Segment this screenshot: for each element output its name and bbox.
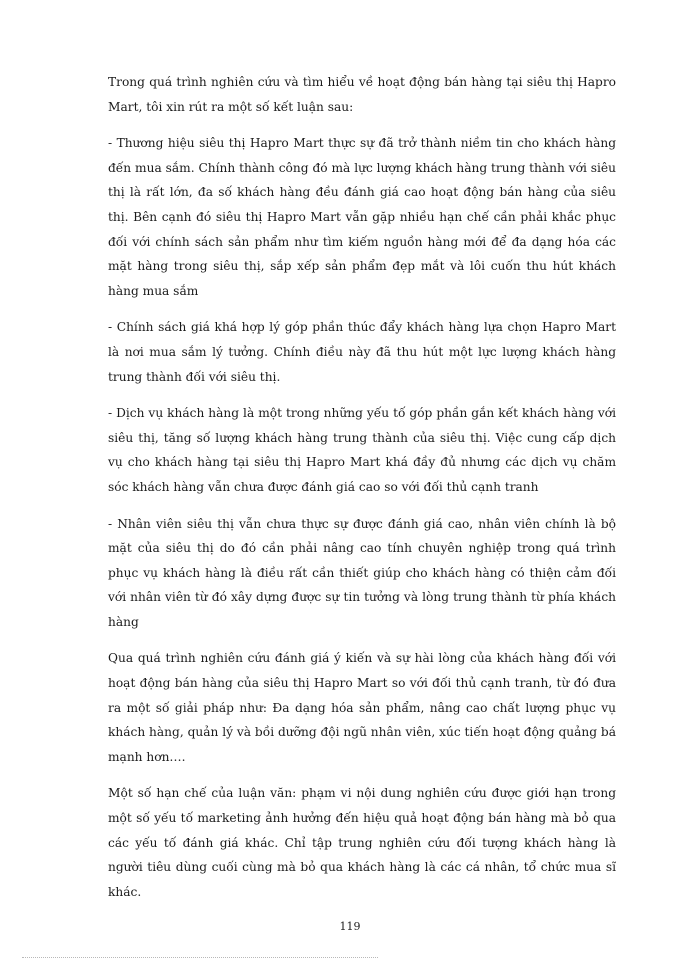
- page-bottom-divider: [22, 957, 378, 958]
- intro-paragraph: Trong quá trình nghiên cứu và tìm hiểu về hoạt động bán hàng tại siêu thị Hapro Mart, tôi xin rút ra một số kết luận sau:: [108, 75, 616, 114]
- page-number: 119: [339, 920, 361, 933]
- body-text: [108, 70, 616, 916]
- conclusion-price-paragraph: - Chính sách giá khá hợp lý góp phần thúc đẩy khách hàng lựa chọn Hapro Mart là nơi mua sắm lý tưởng. Chính điều này đã thu hút một lực lượng khách hàng trung thành đối với siêu thị.: [108, 320, 616, 384]
- solutions-paragraph: Qua quá trình nghiên cứu đánh giá ý kiến và sự hài lòng của khách hàng đối với hoạt động bán hàng của siêu thị Hapro Mart so với đối thủ cạnh tranh, từ đó đưa ra một số giải pháp như: Đa dạng hóa sản phẩm, nâng cao chất lượng phục vụ khách hàng, quản lý và bồi dưỡng đội ngũ nhân viên, xúc tiến hoạt động quảng bá mạnh hơn….: [108, 651, 616, 764]
- conclusion-service-paragraph: - Dịch vụ khách hàng là một trong những yếu tố góp phần gắn kết khách hàng với siêu thị, tăng số lượng khách hàng trung thành của siêu thị. Việc cung cấp dịch vụ cho khách hàng tại siêu thị Hapro Mart khá đầy đủ nhưng các dịch vụ chăm sóc khách hàng vẫn chưa được đánh giá cao so với đối thủ cạnh tranh: [108, 406, 616, 494]
- conclusion-brand-paragraph: - Thương hiệu siêu thị Hapro Mart thực sự đã trở thành niềm tin cho khách hàng đến mua sắm. Chính thành công đó mà lực lượng khách hàng trung thành với siêu thị là rất lớn, đa số khách hàng đều đánh giá cao hoạt động bán hàng của siêu thị. Bên cạnh đó siêu thị Hapro Mart vẫn gặp nhiều hạn chế cần phải khắc phục đối với chính sách sản phẩm như tìm kiếm nguồn hàng mới để đa dạng hóa các mặt hàng trong siêu thị, sắp xếp sản phẩm đẹp mắt và lôi cuốn thu hút khách hàng mua sắm: [108, 136, 616, 298]
- conclusion-staff-paragraph: - Nhân viên siêu thị vẫn chưa thực sự được đánh giá cao, nhân viên chính là bộ mặt của siêu thị do đó cần phải nâng cao tính chuyên nghiệp trong quá trình phục vụ khách hàng là điều rất cần thiết giúp cho khách hàng có thiện cảm đối với nhân viên từ đó xây dựng được sự tin tưởng và lòng trung thành từ phía khách hàng: [108, 516, 616, 629]
- limitations-paragraph: Một số hạn chế của luận văn: phạm vi nội dung nghiên cứu được giới hạn trong một số yếu tố marketing ảnh hưởng đến hiệu quả hoạt động bán hàng mà bỏ qua các yếu tố đánh giá khác. Chỉ tập trung nghiên cứu đối tượng khách hàng là người tiêu dùng cuối cùng mà bỏ qua khách hàng là các cá nhân, tổ chức mua sĩ khác.: [108, 786, 616, 899]
